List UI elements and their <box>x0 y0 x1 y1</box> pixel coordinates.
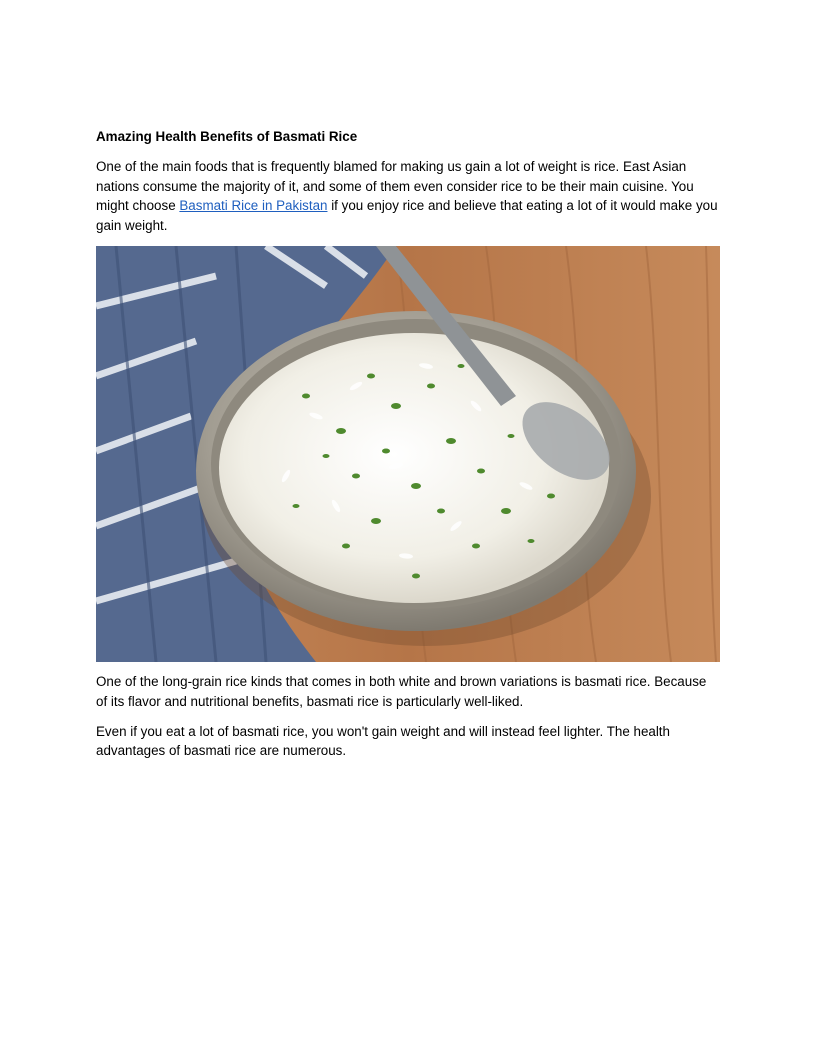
basmati-rice-link[interactable]: Basmati Rice in Pakistan <box>179 198 328 214</box>
rice-bowl-photo <box>96 246 720 662</box>
document-title: Amazing Health Benefits of Basmati Rice <box>96 129 358 144</box>
document-body <box>96 127 720 771</box>
rice <box>219 333 609 603</box>
paragraph-intro-text-before: One of the main foods that is frequently blamed for making us gain a lot of weight is rice. East Asian nations consume the majority of it, and some of them even consider rice to be their main cuisine. You might choose <box>96 158 694 214</box>
paragraph-intro-text-after: if you enjoy rice and believe that eating a lot of it would make you gain weight. <box>96 198 718 234</box>
paragraph-basmati-description: One of the long-grain rice kinds that comes in both white and brown variations is basmati rice. Because of its flavor and nutritional benefits, basmati rice is particularly well-liked. <box>96 673 707 709</box>
paragraph-health-advantages: Even if you eat a lot of basmati rice, you won't gain weight and will instead feel lighter. The health advantages of basmati rice are numerous. <box>96 723 670 759</box>
paragraph-intro <box>96 157 720 236</box>
